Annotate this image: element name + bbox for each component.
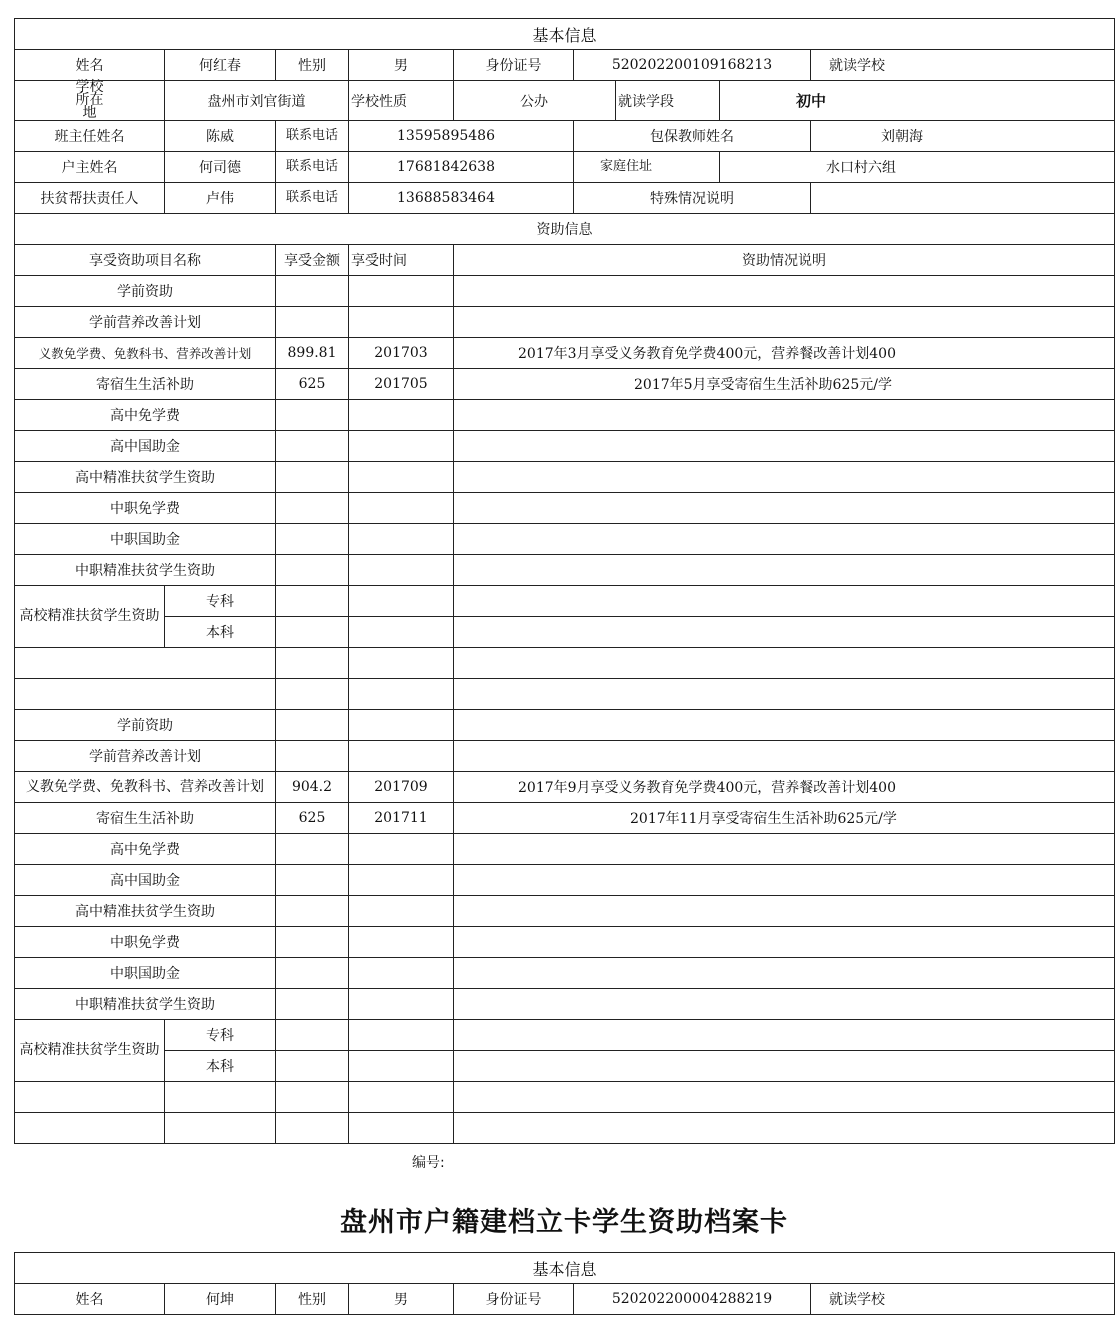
aid-item-name: 中职精准扶贫学生资助 <box>15 989 276 1020</box>
aid-item-name: 中职国助金 <box>15 524 276 555</box>
archive-table-2 <box>14 1252 1115 1315</box>
aid-amount: 625 <box>276 803 349 834</box>
table-row <box>15 555 1115 586</box>
aid-item-name: 中职免学费 <box>15 493 276 524</box>
aid-item-name: 学前营养改善计划 <box>15 741 276 772</box>
aid-subitem: 专科 <box>165 1020 276 1051</box>
aid-item-name: 高中国助金 <box>15 865 276 896</box>
school-location-value: 盘州市刘官街道 <box>165 81 349 121</box>
aid-item-name: 寄宿生生活补助 <box>15 803 276 834</box>
gender-value: 男 <box>349 50 454 81</box>
table-row <box>15 989 1115 1020</box>
aid-subitem: 本科 <box>165 617 276 648</box>
helper-label: 扶贫帮扶责任人 <box>15 183 165 214</box>
table-row <box>15 803 1115 834</box>
aid-subitem: 本科 <box>165 1051 276 1082</box>
basic-row-4 <box>15 152 1115 183</box>
table-row <box>15 462 1115 493</box>
helper-phone-value: 13688583464 <box>349 183 574 214</box>
table-row <box>15 1082 1115 1113</box>
aid-header-time: 享受时间 <box>349 245 454 276</box>
aid-item-name: 高校精准扶贫学生资助 <box>15 586 165 648</box>
basic-row-2 <box>15 81 1115 121</box>
guard-teacher-value: 刘朝海 <box>811 121 1115 152</box>
id-label: 身份证号 <box>454 50 574 81</box>
aid-item-name: 义教免学费、免教科书、营养改善计划 <box>15 338 276 369</box>
basic-info-header-row <box>15 19 1115 50</box>
aid-amount: 625 <box>276 369 349 400</box>
special-value <box>811 183 1115 214</box>
table-row <box>15 865 1115 896</box>
aid-amount: 899.81 <box>276 338 349 369</box>
householder-phone-label: 联系电话 <box>276 152 349 183</box>
aid-item-name: 中职免学费 <box>15 927 276 958</box>
gender-label: 性别 <box>276 1284 349 1315</box>
page-title: 盘州市户籍建档立卡学生资助档案卡 <box>340 1207 788 1238</box>
householder-value: 何司德 <box>165 152 276 183</box>
name-value: 何坤 <box>165 1284 276 1315</box>
aid-info-title: 资助信息 <box>15 214 1115 245</box>
aid-info-header-row <box>15 214 1115 245</box>
gender-value: 男 <box>349 1284 454 1315</box>
aid-item-name: 义教免学费、免教科书、营养改善计划 <box>15 772 276 803</box>
name-label: 姓名 <box>15 50 165 81</box>
table-row <box>15 524 1115 555</box>
school-type-value: 公办 <box>454 81 616 121</box>
table-row <box>15 710 1115 741</box>
name-label: 姓名 <box>15 1284 165 1315</box>
helper-phone-label: 联系电话 <box>276 183 349 214</box>
aid-description: 2017年9月享受义务教育免学费400元，营养餐改善计划400 <box>454 772 1115 803</box>
table-row <box>15 741 1115 772</box>
address-value: 水口村六组 <box>720 152 1115 183</box>
table-row <box>15 369 1115 400</box>
table-row <box>15 586 1115 617</box>
archive-code-label: 编号: <box>412 1155 445 1171</box>
aid-time: 201705 <box>349 369 454 400</box>
school-label: 就读学校 <box>811 1284 1115 1315</box>
table-row <box>15 493 1115 524</box>
table-row <box>15 679 1115 710</box>
table-row <box>15 1020 1115 1051</box>
aid-item-name: 寄宿生生活补助 <box>15 369 276 400</box>
aid-time: 201703 <box>349 338 454 369</box>
table-row <box>15 1051 1115 1082</box>
aid-item-name: 高中精准扶贫学生资助 <box>15 896 276 927</box>
teacher-phone-value: 13595895486 <box>349 121 574 152</box>
aid-item-name: 中职国助金 <box>15 958 276 989</box>
aid-item-name: 学前营养改善计划 <box>15 307 276 338</box>
archive-card-2 <box>14 1252 913 1315</box>
aid-item-name: 学前资助 <box>15 276 276 307</box>
aid-item-name: 高校精准扶贫学生资助 <box>15 1020 165 1082</box>
stage-value: 初中 <box>720 81 1115 121</box>
basic-row-1 <box>15 50 1115 81</box>
aid-amount: 904.2 <box>276 772 349 803</box>
table-row <box>15 338 1115 369</box>
stage-label: 就读学段 <box>616 81 720 121</box>
table-row <box>15 400 1115 431</box>
aid-description: 2017年3月享受义务教育免学费400元，营养餐改善计划400 <box>454 338 1115 369</box>
table-row <box>15 648 1115 679</box>
aid-column-headers <box>15 245 1115 276</box>
table-row <box>15 617 1115 648</box>
aid-time: 201711 <box>349 803 454 834</box>
id-value: 520202200109168213 <box>574 50 811 81</box>
aid-header-item: 享受资助项目名称 <box>15 245 276 276</box>
aid-header-description: 资助情况说明 <box>454 245 1115 276</box>
aid-description: 2017年5月享受寄宿生生活补助625元/学 <box>454 369 1115 400</box>
table-row <box>15 958 1115 989</box>
school-type-label: 学校性质 <box>349 81 454 121</box>
aid-item-name: 高中精准扶贫学生资助 <box>15 462 276 493</box>
id-value: 520202200004288219 <box>574 1284 811 1315</box>
table-row <box>15 896 1115 927</box>
archive-card-1 <box>14 18 923 1144</box>
aid-subitem: 专科 <box>165 586 276 617</box>
special-label: 特殊情况说明 <box>574 183 811 214</box>
school-label: 就读学校 <box>811 50 1115 81</box>
id-label: 身份证号 <box>454 1284 574 1315</box>
helper-value: 卢伟 <box>165 183 276 214</box>
table-row <box>15 834 1115 865</box>
table-row <box>15 276 1115 307</box>
aid-item-name: 高中免学费 <box>15 400 276 431</box>
aid-item-name: 学前资助 <box>15 710 276 741</box>
aid-header-amount: 享受金额 <box>276 245 349 276</box>
gender-label: 性别 <box>276 50 349 81</box>
table-row <box>15 307 1115 338</box>
basic-row-5 <box>15 183 1115 214</box>
address-label: 家庭住址 <box>574 152 720 183</box>
aid-description: 2017年11月享受寄宿生生活补助625元/学 <box>454 803 1115 834</box>
basic-info-header-row <box>15 1253 1115 1284</box>
householder-phone-value: 17681842638 <box>349 152 574 183</box>
aid-item-name: 高中国助金 <box>15 431 276 462</box>
householder-label: 户主姓名 <box>15 152 165 183</box>
table-row <box>15 927 1115 958</box>
teacher-value: 陈威 <box>165 121 276 152</box>
aid-item-name: 中职精准扶贫学生资助 <box>15 555 276 586</box>
basic-info-title: 基本信息 <box>15 1253 1115 1284</box>
table-row <box>15 431 1115 462</box>
school-location-label: 学校所在地 <box>15 81 165 121</box>
guard-teacher-label: 包保教师姓名 <box>574 121 811 152</box>
table-row <box>15 1113 1115 1144</box>
aid-item-name: 高中免学费 <box>15 834 276 865</box>
aid-time: 201709 <box>349 772 454 803</box>
table-row <box>15 772 1115 803</box>
name-value: 何红春 <box>165 50 276 81</box>
archive-table-1 <box>14 18 1115 1144</box>
teacher-phone-label: 联系电话 <box>276 121 349 152</box>
basic-row-1 <box>15 1284 1115 1315</box>
teacher-label: 班主任姓名 <box>15 121 165 152</box>
basic-info-title: 基本信息 <box>15 19 1115 50</box>
basic-row-3 <box>15 121 1115 152</box>
